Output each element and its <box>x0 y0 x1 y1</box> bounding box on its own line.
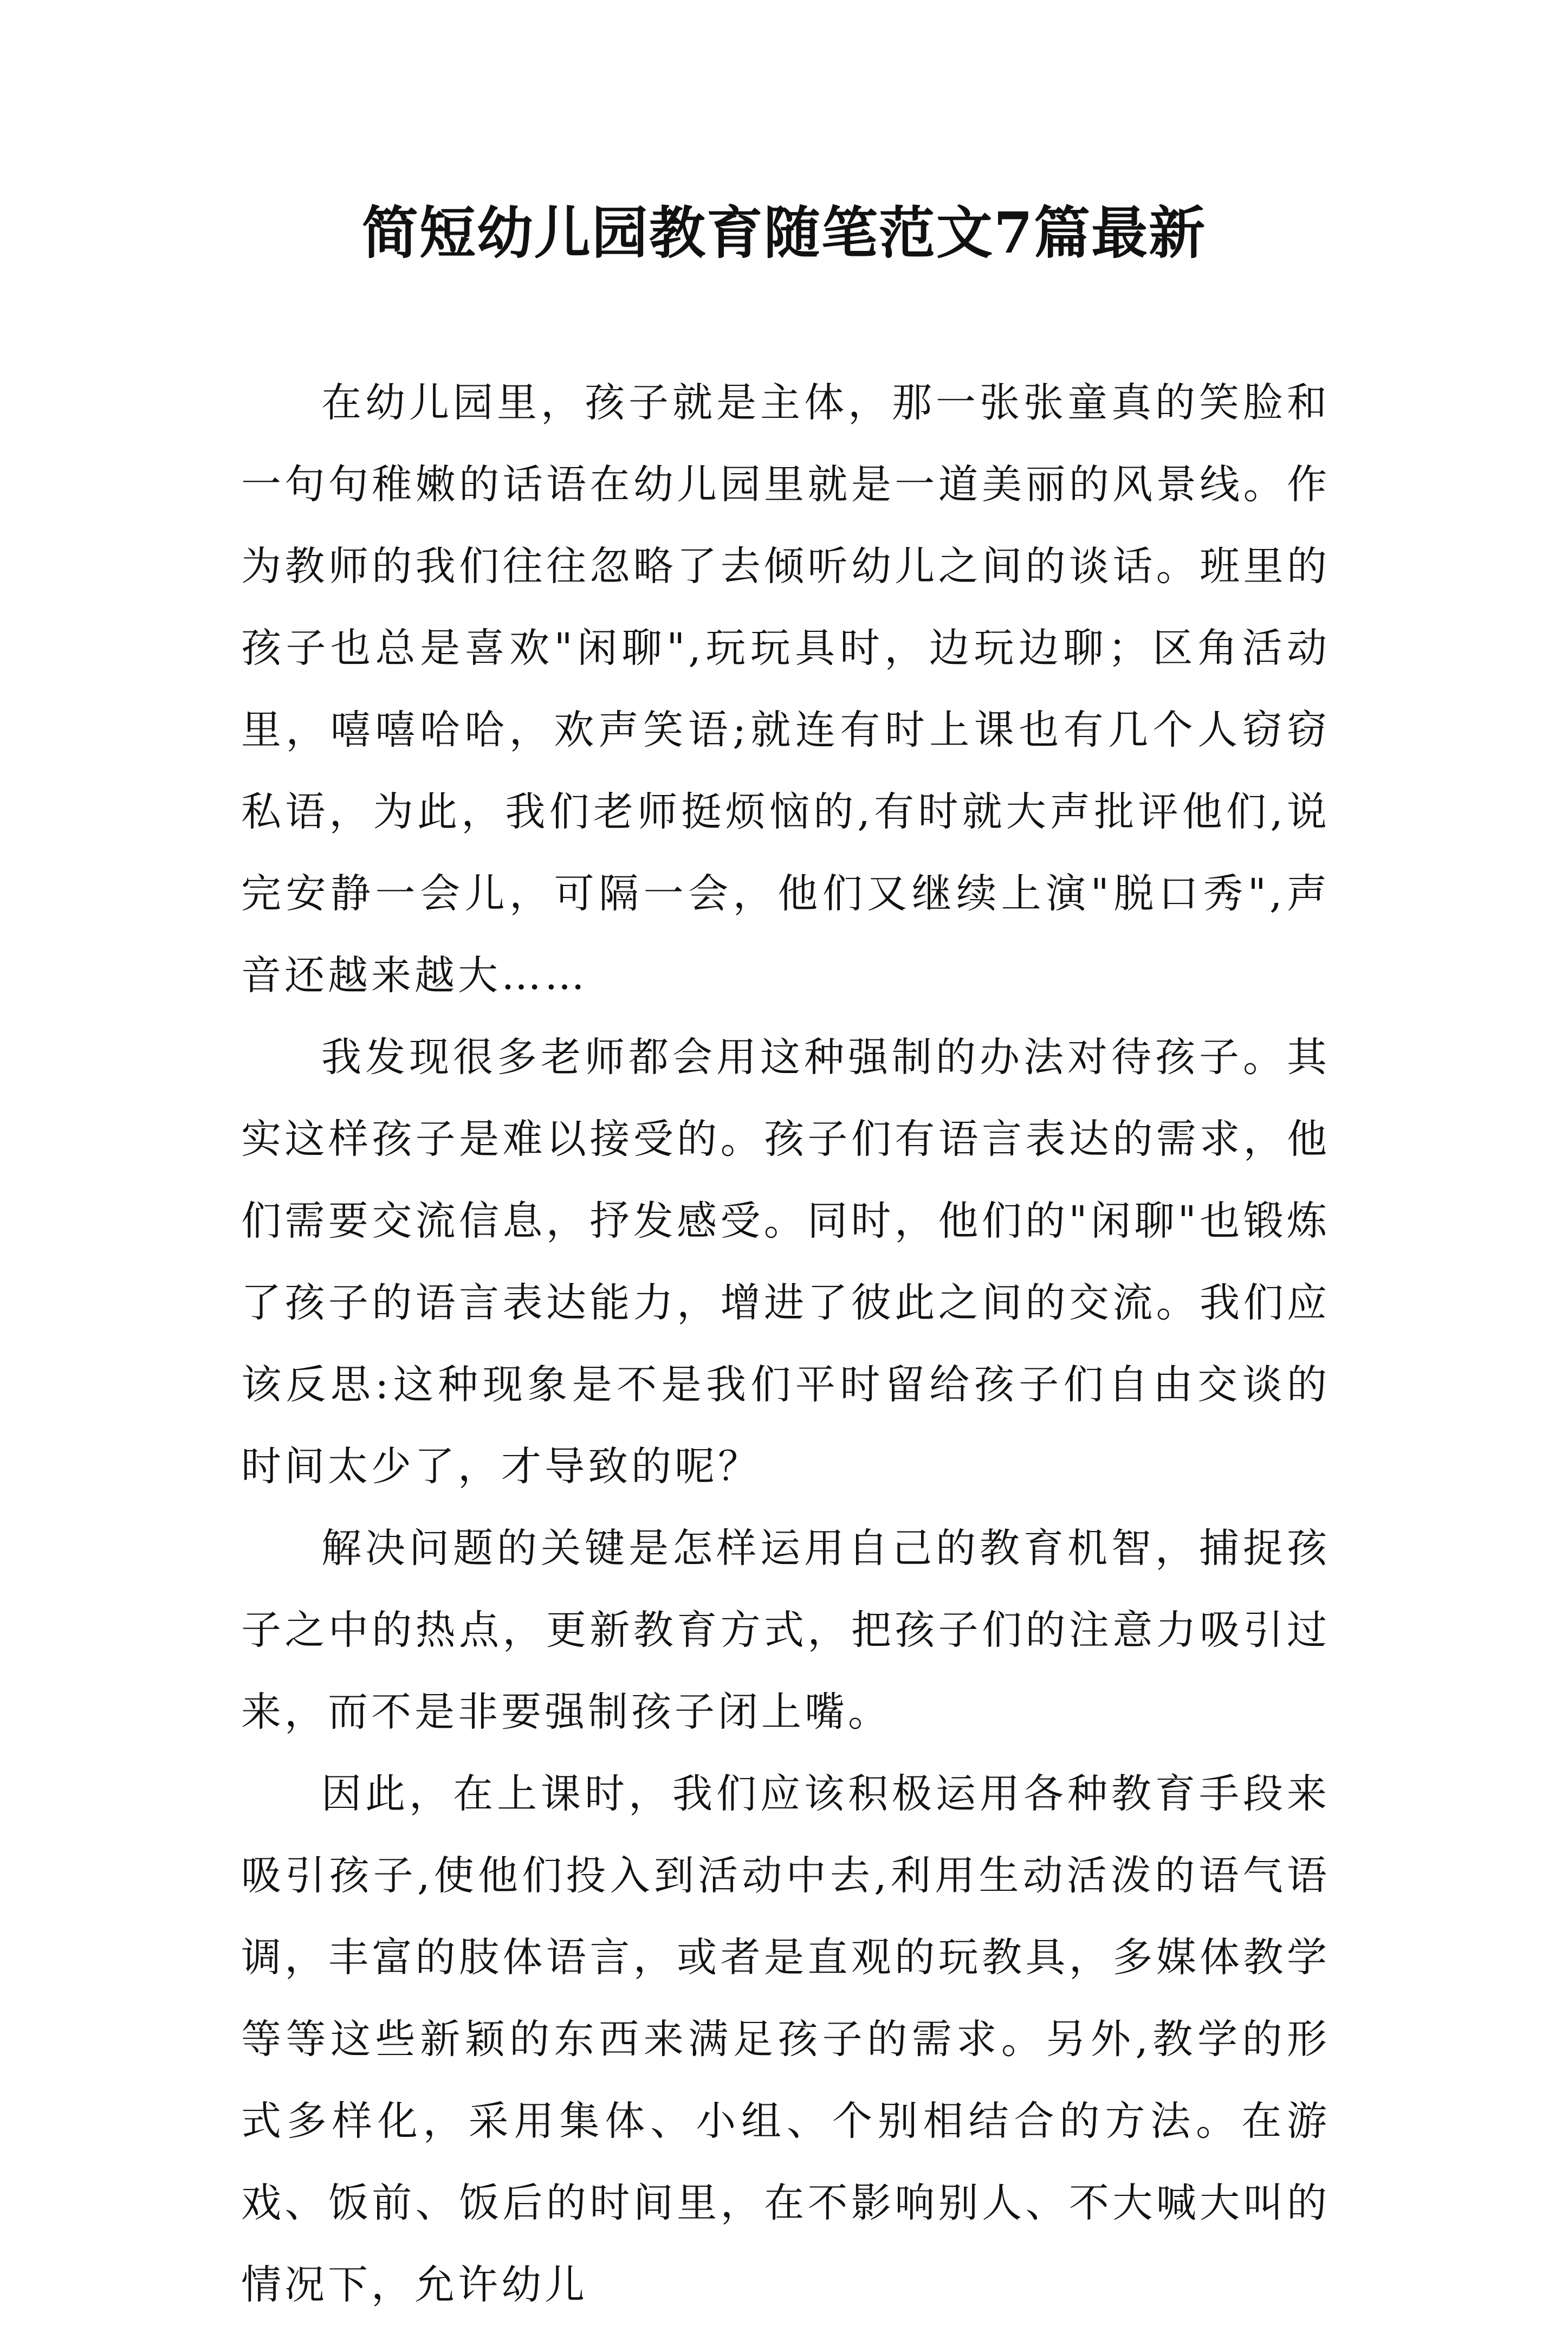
paragraph-3: 解决问题的关键是怎样运用自己的教育机智，捕捉孩子之中的热点，更新教育方式，把孩子们的注意力吸引过来，而不是非要强制孩子闭上嘴。 <box>241 1525 1330 1735</box>
paragraph-1: 在幼儿园里，孩子就是主体，那一张张童真的笑脸和一句句稚嫩的话语在幼儿园里就是一道美丽的风景线。作为教师的我们往往忽略了去倾听幼儿之间的谈话。班里的孩子也总是喜欢"闲聊",玩玩具时，边玩边聊；区角活动里，嘻嘻哈哈，欢声笑语;就连有时上课也有几个人窃窃私语，为此，我们老师挺烦恼的,有时就大声批评他们,说完安静一会儿，可隔一会，他们又继续上演"脱口秀",声音还越来越大…… <box>241 379 1330 999</box>
document-title: 简短幼儿园教育随笔范文7篇最新 <box>361 199 1207 266</box>
paragraph-2: 我发现很多老师都会用这种强制的办法对待孩子。其实这样孩子是难以接受的。孩子们有语言表达的需求，他们需要交流信息，抒发感受。同时，他们的"闲聊"也锻炼了孩子的语言表达能力，增进了彼此之间的交流。我们应该反思:这种现象是不是我们平时留给孩子们自由交谈的时间太少了，才导致的呢？ <box>241 1034 1330 1490</box>
paragraph-4: 因此，在上课时，我们应该积极运用各种教育手段来吸引孩子,使他们投入到活动中去,利用生动活泼的语气语调，丰富的肢体语言，或者是直观的玩教具，多媒体教学等等这些新颖的东西来满足孩子的需求。另外,教学的形式多样化，采用集体、小组、个别相结合的方法。在游戏、饭前、饭后的时间里，在不影响别人、不大喊大叫的情况下，允许幼儿 <box>241 1771 1330 2308</box>
document-body <box>241 362 1330 2326</box>
